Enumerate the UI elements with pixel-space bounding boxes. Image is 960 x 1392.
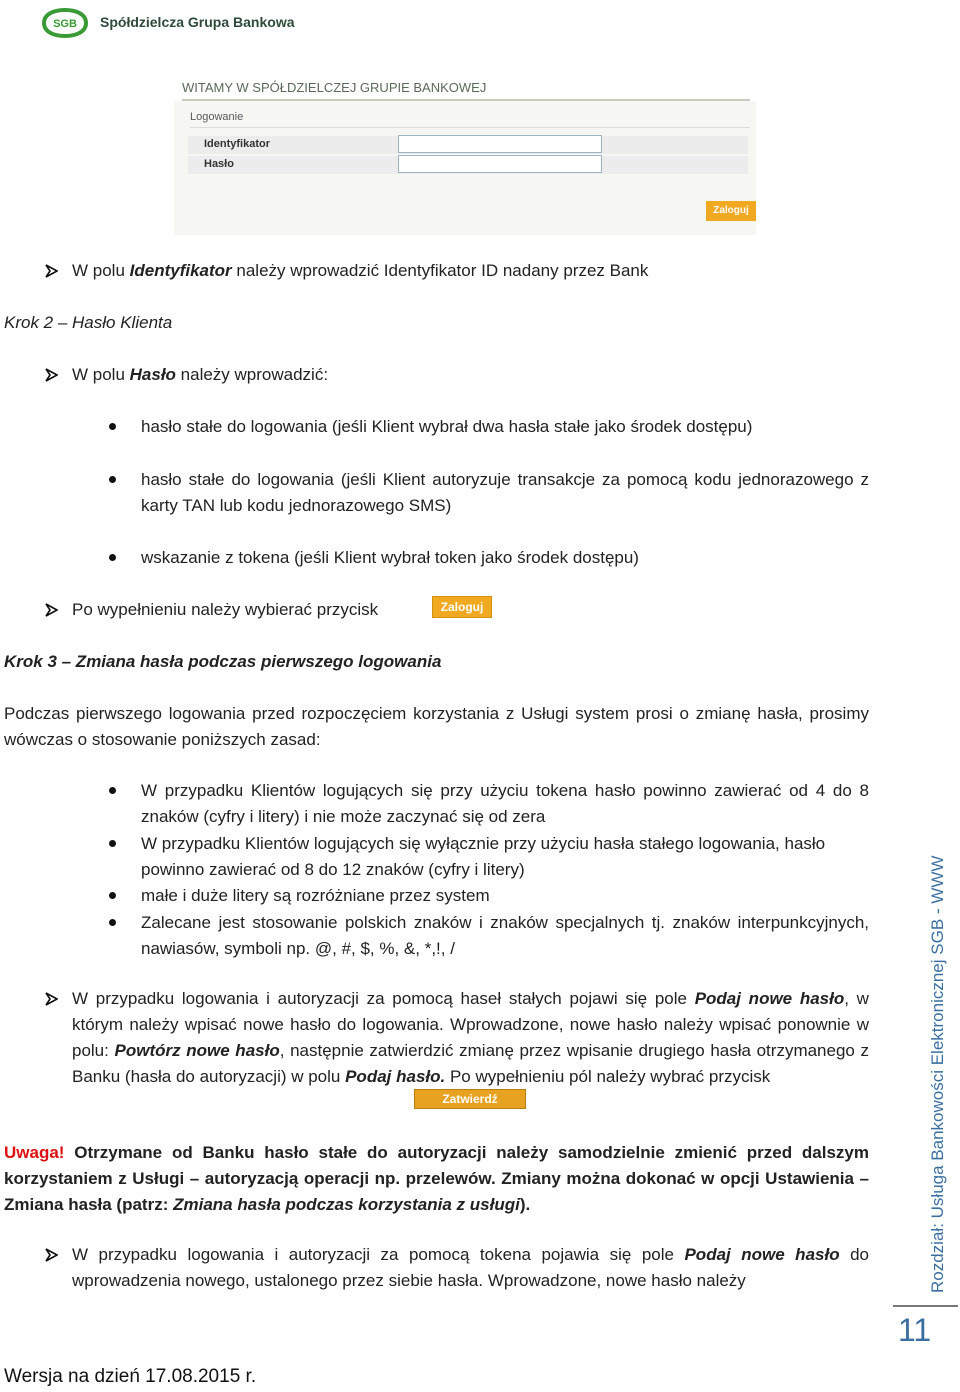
login-id-label: Identyfikator (204, 138, 271, 150)
bullet-dot (109, 554, 116, 561)
para-pierwsze-logowanie: Podczas pierwszego logowania przed rozpoczęciem korzystania z Usługi system prosi o zmianę hasła, prosimy wówczas o stosowanie poniższych zasad: (4, 704, 869, 749)
login-divider (182, 99, 750, 101)
heading-krok3: Krok 3 – Zmiana hasła podczas pierwszego logowania (4, 652, 442, 671)
login-title: WITAMY W SPÓŁDZIELCZEJ GRUPIE BANKOWEJ (182, 80, 487, 95)
heading-krok2: Krok 2 – Hasło Klienta (4, 313, 173, 332)
page-number: 11 (898, 1312, 932, 1348)
chapter-sidebar: Rozdział: Usługa Bankowości Elektronicznej SGB - WWW (928, 855, 947, 1293)
arrow-bullet-icon (44, 264, 58, 278)
bullet-dot (109, 840, 116, 847)
uwaga-label: Uwaga! (4, 1143, 65, 1162)
bullet-dot (109, 476, 116, 483)
list-item: Zalecane jest stosowanie polskich znaków i znaków specjalnych tj. znaków interpunkcyjnych, nawiasów, symboli np. @, #, $, %, &, *,!, / (141, 913, 869, 958)
brand-name: Spółdzielcza Grupa Bankowa (100, 14, 295, 30)
bullet-dot (109, 787, 116, 794)
list-item: wskazanie z tokena (jeśli Klient wybrał token jako środek dostępu) (141, 548, 639, 567)
list-item: W przypadku Klientów logujących się przy użyciu tokena hasło powinno zawierać od 4 do 8 znaków (cyfry i litery) i nie może zaczynać się od zera (141, 781, 869, 826)
bullet-dot (109, 919, 116, 926)
arrow-bullet-icon (44, 368, 58, 382)
list-item: małe i duże litery są rozróżniane przez system (141, 886, 490, 905)
login-password-input[interactable] (398, 155, 602, 173)
list-item: hasło stałe do logowania (jeśli Klient autoryzuje transakcje za pomocą kodu jednorazowego z karty TAN lub kodu jednorazowego SMS) (141, 470, 869, 515)
para-haslo: W polu Hasło należy wprowadzić: (72, 365, 329, 384)
logo-acronym: SGB (53, 18, 77, 30)
login-screenshot (174, 75, 756, 235)
bullet-dot (109, 423, 116, 430)
bullet-dot (109, 892, 116, 899)
zaloguj-button-image[interactable]: Zaloguj (432, 596, 492, 618)
login-id-input[interactable] (398, 135, 602, 153)
version-footer: Wersja na dzień 17.08.2015 r. (4, 1366, 257, 1387)
arrow-bullet-icon (44, 1248, 58, 1262)
para-hasla-stale: W przypadku logowania i autoryzacji za pomocą haseł stałych pojawi się pole Podaj nowe hasło, w którym należy wpisać nowe hasło do logowania. Wprowadzone, nowe hasło należy wpisać ponownie w polu: Powtórz nowe hasło, następnie zatwierdzić zmianę przez wpisanie drugiego hasła otrzymanego z Banku (hasła do autoryzacji) w polu Podaj hasło. Po wypełnieniu pól należy wybrać przycisk (72, 989, 870, 1086)
sgb-logo-mark (40, 8, 90, 38)
login-subtitle: Logowanie (190, 111, 244, 123)
arrow-bullet-icon (44, 603, 58, 617)
para-identyfikator: W polu Identyfikator należy wprowadzić Identyfikator ID nadany przez Bank (72, 261, 649, 280)
para-uwaga: Uwaga! Otrzymane od Banku hasło stałe do autoryzacji należy samodzielnie zmienić przed dalszym korzystaniem z Usługi – autoryzacją operacji np. przelewów. Zmiany można dokonać w opcji Ustawienia – Zmiana hasła (patrz: Zmiana hasła podczas korzystania z usługi). (4, 1143, 869, 1214)
login-password-label: Hasło (204, 158, 234, 170)
login-submit-button[interactable]: Zaloguj (706, 201, 756, 221)
list-item: hasło stałe do logowania (jeśli Klient wybrał dwa hasła stałe jako środek dostępu) (141, 417, 753, 436)
page-number-rule (893, 1305, 958, 1307)
arrow-bullet-icon (44, 992, 58, 1006)
login-subtitle-divider (190, 127, 750, 128)
para-po-wypelnieniu: Po wypełnieniu należy wybierać przycisk (72, 600, 379, 619)
list-item: W przypadku Klientów logujących się wyłącznie przy użyciu hasła stałego logowania, hasło powinno zawierać od 8 do 12 znaków (cyfry i litery) (141, 834, 826, 879)
para-token: W przypadku logowania i autoryzacji za pomocą tokena pojawia się pole Podaj nowe hasło do wprowadzenia nowego, ustalonego przez siebie hasła. Wprowadzone, nowe hasło należy (72, 1245, 869, 1290)
zatwierdz-button-image[interactable]: Zatwierdź (414, 1089, 526, 1109)
login-header (174, 75, 756, 101)
